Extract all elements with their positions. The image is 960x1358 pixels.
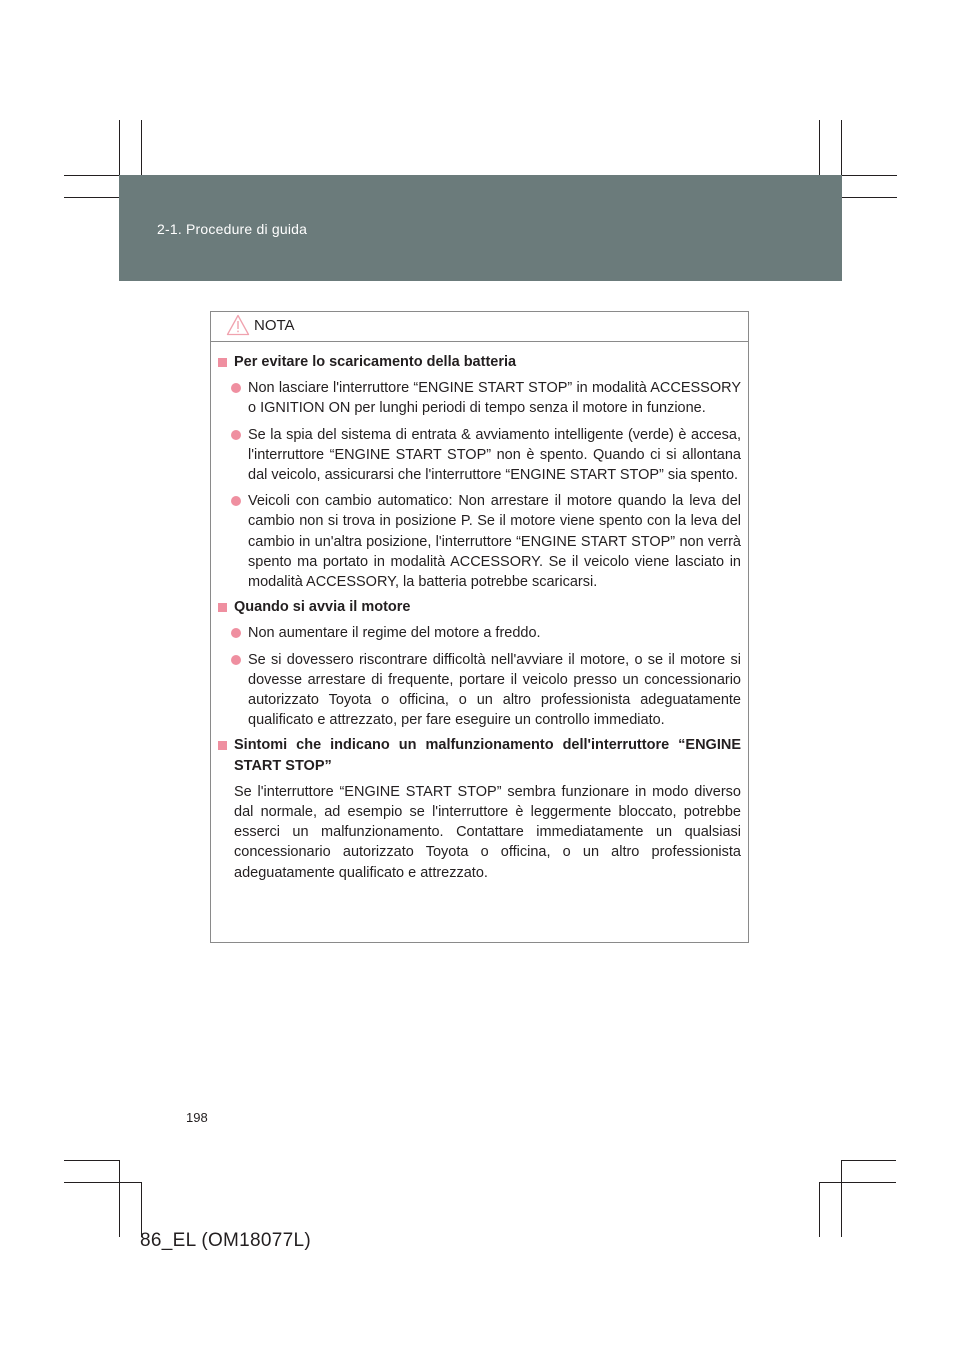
list-item: Non aumentare il regime del motore a freddo. — [217, 623, 741, 643]
crop-mark — [842, 175, 897, 176]
round-bullet-icon — [231, 383, 241, 393]
list-item: Se si dovessero riscontrare difficoltà nell'avviare il motore, o se il motore si dovesse arrestare di frequente, portare il veicolo presso un concessionario autorizzato Toyota o officina, o un altro professionista adeguatamente qualificato e attrezzato, per fare eseguire un controllo immediato. — [217, 650, 741, 731]
notice-header — [211, 312, 748, 342]
notice-title: NOTA — [254, 317, 295, 334]
crop-mark — [119, 1160, 120, 1237]
crop-mark — [141, 1182, 142, 1237]
crop-mark — [841, 120, 842, 175]
round-bullet-icon — [231, 655, 241, 665]
list-item: Non lasciare l'interruttore “ENGINE START STOP” in modalità ACCESSORY o IGNITION ON per lunghi periodi di tempo senza il motore in funzione. — [217, 378, 741, 418]
crop-mark — [841, 1160, 896, 1161]
section-heading: Per evitare lo scaricamento della batteria — [217, 352, 741, 372]
crop-mark — [119, 120, 120, 175]
notice-box — [210, 311, 749, 943]
crop-mark — [64, 1182, 141, 1183]
round-bullet-icon — [231, 496, 241, 506]
warning-triangle-icon — [226, 314, 250, 336]
section-header-bar — [119, 175, 842, 281]
notice-body — [211, 342, 748, 883]
square-bullet-icon — [218, 741, 227, 750]
crop-mark — [141, 120, 142, 175]
section-paragraph: Se l'interruttore “ENGINE START STOP” sembra funzionare in modo diverso dal normale, ad esempio se l'interruttore è leggermente bloccato, potrebbe esserci un malfunzionamento. Contattare immediatamente un qualsiasi concessionario autorizzato Toyota o officina, o un altro professionista adeguatamente qualificato e attrezzato. — [234, 783, 741, 881]
square-bullet-icon — [218, 603, 227, 612]
crop-mark — [64, 197, 119, 198]
round-bullet-icon — [231, 430, 241, 440]
square-bullet-icon — [218, 358, 227, 367]
crop-mark — [819, 120, 820, 175]
list-item: Veicoli con cambio automatico: Non arrestare il motore quando la leva del cambio non si trova in posizione P. Se il motore viene spento con la leva del cambio in un'altra posizione, l'interruttore “ENGINE START STOP” non verrà spento ma portato in modalità ACCESSORY. Se il veicolo viene lasciato in modalità ACCESSORY, la batteria potrebbe scaricarsi. — [217, 491, 741, 592]
document-code: 86_EL (OM18077L) — [140, 1230, 311, 1251]
crop-mark — [64, 175, 119, 176]
page-number: 198 — [186, 1110, 208, 1125]
section-title: 2-1. Procedure di guida — [157, 221, 308, 237]
section-heading: Sintomi che indicano un malfunzionamento dell'interruttore “ENGINE START STOP” — [217, 735, 741, 775]
crop-mark — [819, 1182, 820, 1237]
crop-mark — [841, 1160, 842, 1237]
section-heading: Quando si avvia il motore — [217, 597, 741, 617]
crop-mark — [819, 1182, 896, 1183]
crop-mark — [842, 197, 897, 198]
crop-mark — [64, 1160, 119, 1161]
round-bullet-icon — [231, 628, 241, 638]
list-item: Se la spia del sistema di entrata & avviamento intelligente (verde) è accesa, l'interruttore “ENGINE START STOP” non è spento. Quando ci si allontana dal veicolo, assicurarsi che l'interruttore “ENGINE START STOP” sia spento. — [217, 425, 741, 486]
